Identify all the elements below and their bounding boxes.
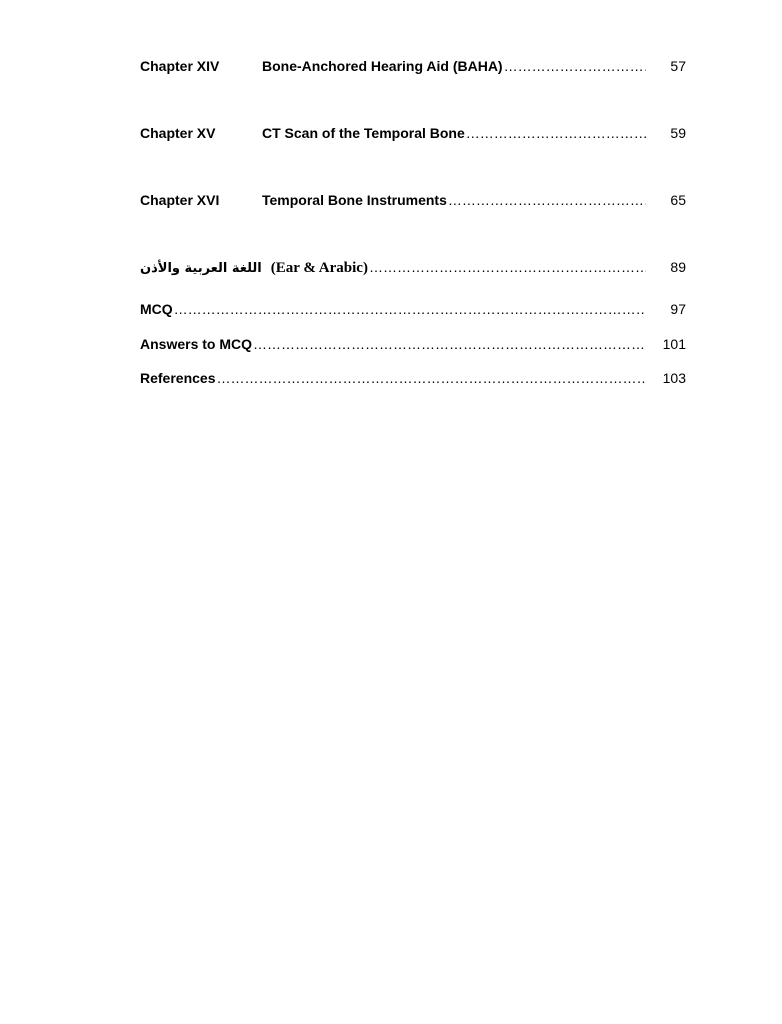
page-number: 101	[662, 336, 686, 352]
arabic-title: اللغة العربية والأذن	[140, 261, 262, 276]
toc-entry-ear-arabic[interactable]	[140, 256, 686, 278]
entry-title: References	[140, 370, 216, 386]
chapter-title: Bone-Anchored Hearing Aid (BAHA)	[262, 58, 503, 74]
entry-title: (Ear & Arabic)	[270, 260, 368, 276]
page-number: 59	[670, 125, 686, 141]
toc-entry-chapter-xvi[interactable]	[140, 189, 686, 211]
page-number: 97	[670, 301, 686, 317]
page-number: 89	[670, 259, 686, 275]
dot-leader	[252, 333, 646, 355]
dot-leader	[503, 55, 646, 77]
dot-leader	[465, 122, 646, 144]
chapter-title: CT Scan of the Temporal Bone	[262, 125, 465, 141]
page-number: 65	[670, 192, 686, 208]
chapter-title: Temporal Bone Instruments	[262, 192, 447, 208]
toc-entry-mcq[interactable]	[140, 298, 686, 320]
entry-title: MCQ	[140, 301, 173, 317]
chapter-number: Chapter XV	[140, 125, 216, 141]
toc-entry-chapter-xv[interactable]	[140, 122, 686, 144]
toc-entry-references[interactable]	[140, 367, 686, 389]
dot-leader	[368, 256, 646, 278]
entry-title: Answers to MCQ	[140, 336, 253, 352]
dot-leader	[216, 367, 647, 389]
page-number: 57	[670, 58, 686, 74]
chapter-number: Chapter XVI	[140, 192, 220, 208]
chapter-number: Chapter XIV	[140, 58, 220, 74]
dot-leader	[447, 189, 646, 211]
page-number: 103	[662, 370, 686, 386]
dot-leader	[173, 298, 646, 320]
toc-entry-chapter-xiv[interactable]	[140, 55, 686, 77]
toc-entry-answers-to-mcq[interactable]	[140, 333, 686, 355]
